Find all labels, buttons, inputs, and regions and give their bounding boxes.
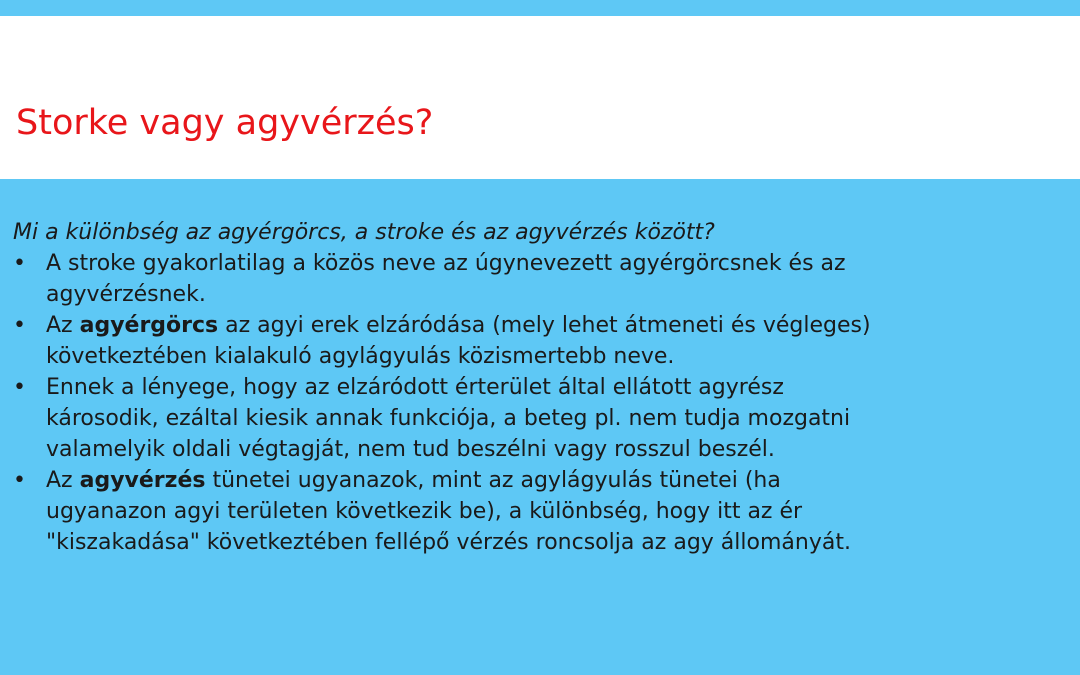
bullet-text	[46, 468, 851, 555]
bullet-prefix: Az	[46, 468, 80, 493]
bullet-line: az agyi erek elzáródása (mely lehet átmeneti és végleges)	[218, 313, 871, 338]
bullet-line: következtében kialakuló agylágyulás közismertebb neve.	[46, 344, 675, 369]
content-area	[0, 179, 1080, 675]
bullet-prefix: Az	[46, 313, 80, 338]
bullet-list	[13, 248, 1063, 558]
bullet-dot-icon: •	[13, 468, 26, 493]
bullet-line: tünetei ugyanazok, mint az agylágyulás tünetei (ha	[205, 468, 781, 493]
bullet-line: "kiszakadása" következtében fellépő vérzés roncsolja az agy állományát.	[46, 530, 851, 555]
bullet-line: ugyanazon agyi területen következik be), a különbség, hogy itt az ér	[46, 499, 803, 524]
bullet-item	[13, 372, 1063, 465]
slide-title: Storke vagy agyvérzés?	[16, 103, 434, 143]
top-accent-band	[0, 0, 1080, 16]
bullet-dot-icon: •	[13, 251, 26, 276]
title-area	[0, 16, 1080, 179]
question-text: Mi a különbség az agyérgörcs, a stroke és az agyvérzés között?	[13, 220, 715, 245]
bullet-text	[46, 313, 871, 369]
bold-term: agyvérzés	[79, 468, 206, 493]
bullet-text	[46, 375, 850, 462]
bullet-item	[13, 310, 1063, 372]
bullet-item	[13, 465, 1063, 558]
bullet-dot-icon: •	[13, 375, 26, 400]
bullet-line: agyvérzésnek.	[46, 282, 206, 307]
bullet-text	[46, 251, 846, 307]
bullet-line: károsodik, ezáltal kiesik annak funkciója, a beteg pl. nem tudja mozgatni	[46, 406, 851, 431]
bullet-line: Ennek a lényege, hogy az elzáródott érterület által ellátott agyrész	[46, 375, 784, 400]
bold-term: agyérgörcs	[79, 313, 219, 338]
bullet-item	[13, 248, 1063, 310]
bullet-line: A stroke gyakorlatilag a közös neve az úgynevezett agyérgörcsnek és az	[46, 251, 846, 276]
bullet-dot-icon: •	[13, 313, 26, 338]
bullet-line: valamelyik oldali végtagját, nem tud beszélni vagy rosszul beszél.	[46, 437, 775, 462]
